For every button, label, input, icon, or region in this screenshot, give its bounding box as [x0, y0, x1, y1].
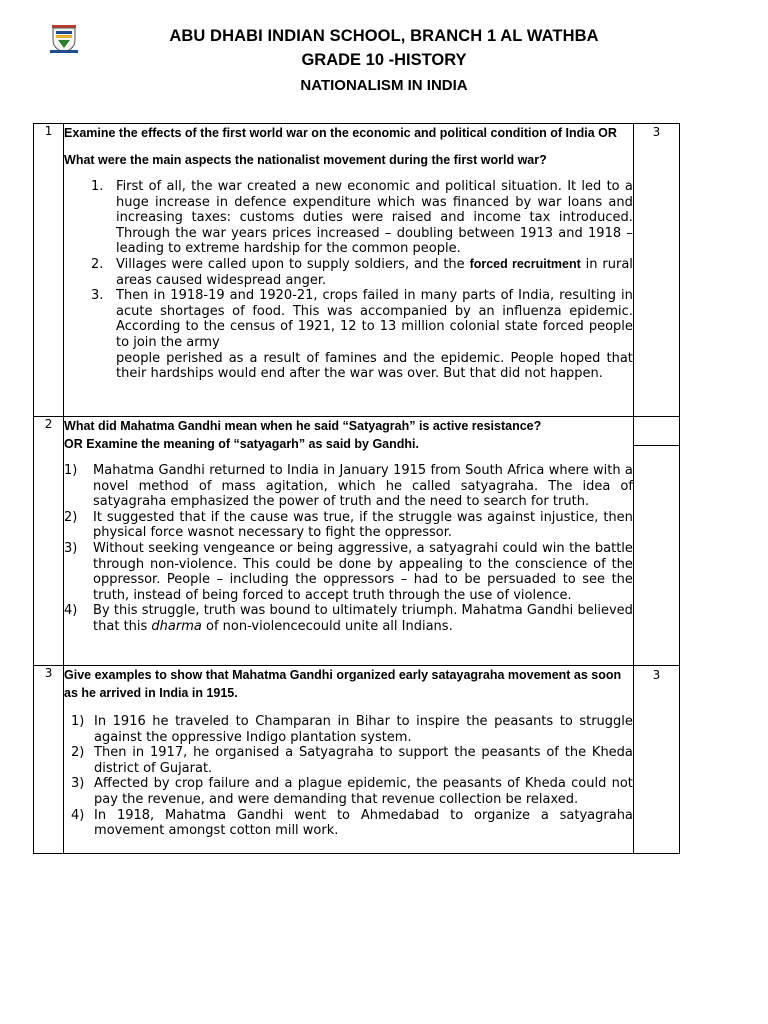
question-marks: 3: [633, 124, 679, 417]
answer-item: 1) In 1916 he traveled to Champaran in Bihar to inspire the peasants to struggle against the oppressive Indigo plantation system.: [71, 714, 633, 745]
question-marks: [633, 417, 679, 666]
question-text: Examine the effects of the first world war on the economic and political condition of India OR: [64, 126, 617, 140]
chapter-title: NATIONALISM IN INDIA: [300, 77, 468, 94]
emphasis-text: dharma: [151, 618, 202, 634]
question-text: Give examples to show that Mahatma Gandhi organized early satayagraha movement as soon as he arrived in India in 1915.: [64, 668, 622, 700]
marks-divider: [634, 445, 679, 446]
answer-item: 2. Villages were called upon to supply soldiers, and the forced recruitment in rural areas caused widespread anger.: [91, 256, 633, 288]
question-text: What did Mahatma Gandhi mean when he said “Satyagrah” is active resistance?: [64, 419, 542, 433]
answer-item: 1. First of all, the war created a new economic and political situation. It led to a huge increase in defence expenditure which was financed by war loans and increasing taxes: customs duties were raised and income tax introduced. Through the war years prices increased – doubling between 1913 and 1918 – leading to extreme hardship for the common people.: [91, 179, 633, 257]
answer-item: 2) Then in 1917, he organised a Satyagraha to support the peasants of the Kheda district of Gujarat.: [71, 745, 633, 776]
question-number: 2: [34, 417, 64, 666]
answer-item: 3) Affected by crop failure and a plague epidemic, the peasants of Kheda could not pay the revenue, and were demanding that revenue collection be relaxed.: [71, 776, 633, 807]
answer-item: 4) By this struggle, truth was bound to ultimately triumph. Mahatma Gandhi believed that this dharma of non-violencecould unite all Indians.: [64, 603, 633, 634]
answer-item: 4) In 1918, Mahatma Gandhi went to Ahmedabad to organize a satyagraha movement amongst cotton mill work.: [71, 807, 633, 839]
question-text-alt: What were the main aspects the nationalist movement during the first world war?: [64, 152, 547, 167]
question-row: [34, 124, 680, 417]
grade-subject: GRADE 10 -HISTORY: [301, 51, 467, 69]
school-name: ABU DHABI INDIAN SCHOOL, BRANCH 1 AL WATHBA: [169, 27, 599, 45]
question-number: 3: [34, 666, 64, 854]
answer-list: [64, 714, 633, 839]
question-text-alt: OR Examine the meaning of “satyagarh” as said by Gandhi.: [64, 436, 419, 451]
question-body: [64, 666, 634, 854]
question-row: [34, 666, 680, 854]
question-row: [34, 417, 680, 666]
answer-list: [64, 179, 633, 382]
question-body: [64, 124, 634, 417]
answer-item: 3. Then in 1918-19 and 1920-21, crops failed in many parts of India, resulting in acute shortages of food. This was accompanied by an influenza epidemic. According to the census of 1921, 12 to 13 million colonial state forced people to join the army people perished as a result of famines and the epidemic. People hoped that their hardships would end after the war was over. But that did not happen.: [91, 288, 633, 382]
answer-list: [64, 463, 633, 635]
emphasis-text: forced recruitment: [469, 256, 581, 271]
question-number: 1: [34, 124, 64, 417]
question-marks: 3: [633, 666, 679, 854]
question-body: [64, 417, 634, 666]
answer-item: 2) It suggested that if the cause was true, if the struggle was against injustice, then physical force wasnot necessary to fight the oppressor.: [64, 509, 633, 541]
question-table: [33, 123, 680, 854]
answer-item: 3) Without seeking vengeance or being aggressive, a satyagrahi could win the battle through non-violence. This could be done by appealing to the conscience of the oppressor. People – including the oppressors – had to be persuaded to see the truth, instead of being forced to accept truth through the use of violence.: [64, 540, 633, 603]
answer-item: 1) Mahatma Gandhi returned to India in January 1915 from South Africa where with a novel method of mass agitation, which he called satyagraha. The idea of satyagraha emphasized the power of truth and the need to search for truth.: [64, 463, 633, 510]
